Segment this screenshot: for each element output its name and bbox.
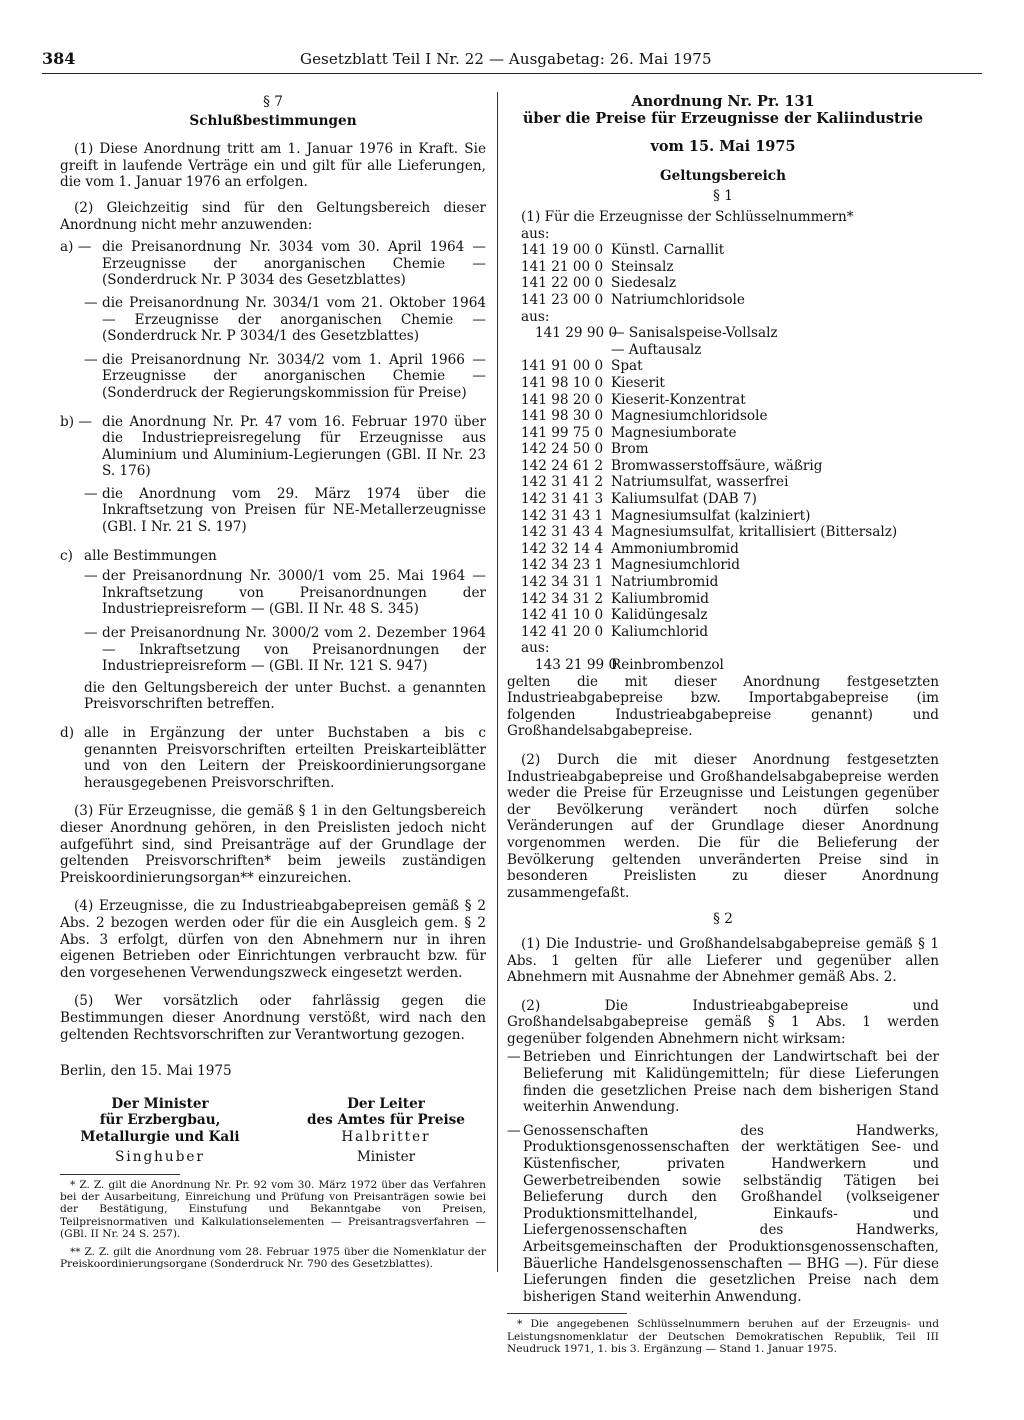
paragraph-1: (1) Diese Anordnung tritt am 1. Januar 1976 in Kraft. Sie greift in laufende Verträge ein und gilt für alle Lieferungen, die vom 1. Januar 1976 an erfolgen. [60, 141, 486, 191]
table-row [507, 408, 939, 425]
product-code: 141 91 00 0 [521, 358, 604, 375]
table-row [507, 591, 939, 608]
product-name: Magnesiumborate [611, 424, 737, 441]
table-row [507, 557, 939, 574]
product-code [507, 342, 611, 359]
signature-leiter [286, 1096, 486, 1166]
product-name: Künstl. Carnallit [611, 242, 725, 259]
list-item-d [60, 725, 486, 791]
product-group-2 [507, 325, 939, 640]
sig2-role: Minister [356, 1149, 416, 1166]
s2-item-1 [507, 1049, 939, 1115]
table-row [507, 624, 939, 641]
list-marker-c: c) [60, 547, 73, 564]
product-name: Ammoniumbromid [611, 540, 739, 557]
place-date: Berlin, den 15. Mai 1975 [60, 1063, 232, 1080]
product-name: Reinbrombenzol [611, 657, 724, 673]
list-marker-b: b) — [60, 413, 92, 430]
product-code: 142 34 31 2 [521, 590, 604, 607]
table-row [507, 574, 939, 591]
right-column [507, 94, 939, 1361]
paragraph-5: (5) Wer vorsätzlich oder fahrlässig gegen die Bestimmungen dieser Anordnung verstößt, wird nach den geltenden Rechtsvorschriften zur Verantwortung gezogen. [60, 993, 486, 1043]
sig1-name: Singhuber [115, 1149, 205, 1166]
product-name: Siedesalz [611, 275, 677, 292]
order-subtitle: über die Preise für Erzeugnisse der Kaliindustrie [522, 109, 924, 127]
list-a-item-2: — die Preisanordnung Nr. 3034/1 vom 21. Oktober 1964 — Erzeugnisse der anorganischen Chemie — (Sonderdruck Nr. P 3034/1 des Gesetzblattes) [84, 294, 486, 345]
table-row [507, 524, 939, 541]
list-c-item-1: — der Preisanordnung Nr. 3000/1 vom 25. Mai 1964 — Inkraftsetzung von Preisanordnungen der Industriepreisreform — (GBl. II Nr. 48 S. 345) [84, 568, 486, 618]
product-code: 141 99 75 0 [521, 424, 604, 441]
product-name: Natriumsulfat, wasserfrei [611, 474, 789, 491]
table-row [507, 425, 939, 442]
s1-paragraph-1: (1) Für die Erzeugnisse der Schlüsselnummern* [521, 208, 854, 225]
footnote-rule-right [507, 1313, 627, 1314]
dash-marker: — [507, 1049, 521, 1066]
s1-paragraph-2: (2) Durch die mit dieser Anordnung festgesetzten Industrieabgabepreise und Großhandelsabgabepreise werden weder die Preise für Erzeugnisse und Leistungen gegenüber der Bevölkerung verändert noch dürfen solche Veränderungen auf der Grundlage dieser Anordnung vorgenommen werden. Die für die Belieferung der Bevölkerung geltenden unveränderten Preise sind in besonderen Preislisten zu dieser Anordnung zusammengefaßt. [507, 751, 939, 901]
table-row [507, 259, 939, 276]
product-name: Magnesiumsulfat (kalziniert) [611, 507, 811, 524]
product-code: 142 32 14 4 [521, 540, 604, 557]
list-c-item-2-text: der Preisanordnung Nr. 3000/2 vom 2. Dezember 1964 — Inkraftsetzung von Preisanordnungen der Industriepreisreform — (GBl. II Nr. 121 S. 947) [102, 625, 486, 675]
signatures [60, 1096, 486, 1166]
table-row [507, 607, 939, 624]
table-row [507, 325, 939, 342]
list-item-b [60, 414, 486, 480]
table-row [507, 508, 939, 525]
table-row [507, 392, 939, 409]
list-marker-d: d) [60, 725, 75, 741]
product-name: Kaliumsulfat (DAB 7) [611, 491, 757, 508]
product-name: Natriumchloridsole [611, 291, 745, 308]
product-name: Kieserit [611, 374, 665, 391]
list-c-outro: die den Geltungsbereich der unter Buchst. a genannten Preisvorschriften betreffen. [84, 679, 486, 713]
list-marker-a: a) — [60, 239, 92, 256]
list-a-item-1: die Preisanordnung Nr. 3034 vom 30. April 1964 — Erzeugnisse der anorganischen Chemie — (Sonderdruck Nr. P 3034 des Gesetzblattes) [102, 239, 486, 289]
product-code: 141 98 30 0 [521, 408, 604, 425]
product-name: Brom [611, 441, 649, 458]
list-b-item-1: die Anordnung Nr. Pr. 47 vom 16. Februar 1970 über die Industriepreisregelung für Erzeugnisse aus Aluminium und Aluminium-Legierungen (GBl. II Nr. 23 S. 176) [102, 413, 486, 480]
product-name: — Auftausalz [611, 341, 702, 358]
product-code: 142 41 20 0 [521, 623, 604, 640]
section-2-heading: § 2 [713, 911, 733, 928]
s2-paragraph-1: (1) Die Industrie- und Großhandelsabgabepreise gemäß § 1 Abs. 1 gelten für alle Lieferer und gegenüber allen Abnehmern mit Ausnahme der Abnehmer gemäß Abs. 2. [507, 935, 939, 986]
footnote-1: * Z. Z. gilt die Anordnung Nr. Pr. 92 vom 30. März 1972 über das Verfahren bei der Ausarbeitung, Einreichung und Prüfung von Preisanträgen sowie bei der Bestätigung, Einstufung und Bekanntgabe von Preisen, Teilpreisnormativen und Kalkulationselementen — Preisantragsverfahren — (GBl. II Nr. 24 S. 257). [60, 1179, 486, 1240]
product-code: 143 21 99 0 [535, 657, 618, 673]
table-row [507, 292, 939, 309]
product-code: 141 19 00 0 [521, 242, 604, 259]
product-name: Kalidüngesalz [611, 607, 708, 624]
table-row [507, 541, 939, 558]
product-name: Natriumbromid [611, 574, 719, 591]
list-item-c [60, 548, 486, 565]
product-name: Kieserit-Konzentrat [611, 391, 746, 408]
product-name: Kaliumchlorid [611, 623, 709, 640]
list-item-a [60, 239, 486, 289]
sig2-name: Halbritter [341, 1128, 431, 1145]
product-group-1 [507, 242, 939, 308]
product-name: Magnesiumchlorid [611, 557, 740, 574]
table-row [507, 441, 939, 458]
product-name: Bromwasserstoffsäure, wäßrig [611, 457, 823, 474]
list-c-item-2: — der Preisanordnung Nr. 3000/2 vom 2. Dezember 1964 — Inkraftsetzung von Preisanordnungen der Industriepreisreform — (GBl. II Nr. 121 S. 947) [84, 625, 486, 675]
product-group-3 [507, 657, 939, 674]
footnote-2: ** Z. Z. gilt die Anordnung vom 28. Februar 1975 über die Nomenklatur der Preiskoordinierungsorgane (Sonderdruck Nr. 790 des Gesetzblattes). [60, 1246, 486, 1271]
product-code: 142 31 43 1 [521, 507, 604, 524]
section-7-title: Schlußbestimmungen [189, 112, 357, 129]
sig1-line3: Metallurgie und Kali [80, 1128, 240, 1145]
product-name: Spat [611, 358, 643, 375]
product-code: 142 34 31 1 [521, 574, 604, 591]
product-code: 142 31 43 4 [521, 524, 604, 541]
sig2-line1: Der Leiter [347, 1095, 425, 1112]
list-c-intro: alle Bestimmungen [84, 547, 217, 564]
table-row [507, 242, 939, 259]
list-d-text: alle in Ergänzung der unter Buchstaben a bis c genannten Preisvorschriften erteilten Preiskarteiblätter und von den Leitern der Preiskoordinierungsorgane herausgegebenen Preisvorschriften. [84, 725, 486, 791]
scope-heading: Geltungsbereich [660, 167, 786, 184]
table-row [507, 657, 939, 674]
product-code: 142 31 41 2 [521, 474, 604, 491]
product-name: — Sanisalspeise-Vollsalz [611, 325, 778, 342]
sig1-line2: für Erzbergbau, [99, 1112, 221, 1129]
product-code: 141 21 00 0 [521, 258, 604, 275]
s2-item-1-text: Betrieben und Einrichtungen der Landwirtschaft bei der Belieferung mit Kalidüngemitteln; für diese Lieferungen finden die gesetzlichen Preise nach dem bisherigen Stand weiterhin Anwendung. [523, 1049, 939, 1116]
product-code: 141 98 20 0 [521, 391, 604, 408]
product-code: 141 29 90 0 [535, 325, 618, 342]
aus-label-2: aus: [521, 308, 550, 325]
column-divider [497, 92, 498, 1272]
s2-paragraph-2: (2) Die Industrieabgabepreise und Großhandelsabgabepreise gemäß § 1 Abs. 1 werden gegenüber folgenden Abnehmern nicht wirksam: [507, 997, 939, 1047]
list-c-item-1-text: der Preisanordnung Nr. 3000/1 vom 25. Mai 1964 — Inkraftsetzung von Preisanordnungen der Industriepreisreform — (GBl. II Nr. 48 S. 345) [102, 568, 486, 618]
product-code: 142 41 10 0 [521, 607, 604, 624]
table-row [507, 474, 939, 491]
s2-item-2 [507, 1123, 939, 1306]
order-title: Anordnung Nr. Pr. 131 [631, 93, 815, 110]
footnote-right: * Die angegebenen Schlüsselnummern beruhen auf der Erzeugnis- und Leistungsnomenklatur der Deutschen Demokratischen Republik, Teil III Neudruck 1971, 1. bis 3. Ergänzung — Stand 1. Januar 1975. [507, 1318, 939, 1355]
table-row [507, 458, 939, 475]
aus-label-1: aus: [521, 225, 550, 242]
s2-item-2-text: Genossenschaften des Handwerks, Produktionsgenossenschaften der werktätigen See- und Küstenfischer, privaten Handwerkern und Gewerbetreibenden sowie selbständig Tätigen bei Belieferung durch den Großhandel (volkseigener Produktionsmittelhandel, Einkaufs- und Liefergenossenschaften des Handwerks, Arbeitsgemeinschaften der Produktionsgenossenschaften, Bäuerliche Handelsgenossenschaften — BHG —). Für diese Lieferungen finden die gesetzlichen Preise nach dem bisherigen Stand weiterhin Anwendung. [523, 1122, 939, 1305]
table-row [507, 358, 939, 375]
product-code: 141 23 00 0 [521, 291, 604, 308]
dash-marker: — [507, 1122, 521, 1139]
product-code: 141 22 00 0 [521, 275, 604, 292]
section-7-heading: § 7 [263, 94, 283, 110]
sig2-line2: des Amtes für Preise [307, 1112, 465, 1129]
aus-label-3: aus: [521, 640, 550, 657]
table-row [507, 491, 939, 508]
product-name: Kaliumbromid [611, 590, 709, 607]
page-number: 384 [42, 49, 76, 68]
table-row [507, 375, 939, 392]
paragraph-2: (2) Gleichzeitig sind für den Geltungsbereich dieser Anordnung nicht mehr anzuwenden: [60, 199, 486, 233]
table-row [507, 275, 939, 292]
signature-minister [60, 1096, 260, 1166]
section-1-heading: § 1 [713, 188, 733, 205]
list-a-item-2-text: die Preisanordnung Nr. 3034/1 vom 21. Oktober 1964 — Erzeugnisse der anorganischen Chemie — (Sonderdruck Nr. P 3034/1 des Gesetzblattes) [102, 294, 486, 345]
left-column [60, 94, 486, 1276]
paragraph-4: (4) Erzeugnisse, die zu Industrieabgabepreisen gemäß § 2 Abs. 2 bezogen werden oder für die ein Ausgleich gem. § 2 Abs. 3 erfolgt, dürfen von den Abnehmern nur in ihren eigenen Betrieben oder Einrichtungen verbraucht bzw. für den vorgesehenen Verwendungszweck eingesetzt werden. [60, 898, 486, 981]
footnote-rule-left [60, 1174, 180, 1175]
table-row [507, 342, 939, 359]
sig1-line1: Der Minister [111, 1095, 209, 1112]
list-b-item-2-text: die Anordnung vom 29. März 1974 über die Inkraftsetzung von Preisen für NE-Metallerzeugnisse (GBl. I Nr. 21 S. 197) [102, 485, 486, 536]
order-date: vom 15. Mai 1975 [650, 138, 796, 156]
list-b-item-2: — die Anordnung vom 29. März 1974 über die Inkraftsetzung von Preisen für NE-Metallerzeugnisse (GBl. I Nr. 21 S. 197) [84, 485, 486, 536]
product-name: Magnesiumchloridsole [611, 408, 768, 425]
product-code: 142 34 23 1 [521, 557, 604, 574]
product-code: 141 98 10 0 [521, 374, 604, 391]
product-code: 142 24 50 0 [521, 441, 604, 458]
header-rule [42, 73, 982, 74]
list-a-item-3: — die Preisanordnung Nr. 3034/2 vom 1. April 1966 — Erzeugnisse der anorganischen Chemie — (Sonderdruck der Regierungskommission für Preise) [84, 351, 486, 401]
list-a-item-3-text: die Preisanordnung Nr. 3034/2 vom 1. April 1966 — Erzeugnisse der anorganischen Chemie — (Sonderdruck der Regierungskommission für Preise) [102, 351, 486, 401]
product-name: Magnesiumsulfat, kritallisiert (Bittersalz) [611, 524, 898, 541]
product-code: 142 24 61 2 [521, 457, 604, 474]
product-name: Steinsalz [611, 258, 674, 275]
paragraph-3: (3) Für Erzeugnisse, die gemäß § 1 in den Geltungsbereich dieser Anordnung gehören, in den Preislisten jedoch nicht aufgeführt sind, sind Preisanträge auf der Grundlage der geltenden Preisvorschriften* beim jeweils zuständigen Preiskoordinierungsorgan** einzureichen. [60, 803, 486, 886]
s1-paragraph-1-tail: gelten die mit dieser Anordnung festgesetzten Industrieabgabepreise bzw. Importabgabepreise (im folgenden Industrieabgabepreise genannt) und Großhandelsabgabepreise. [507, 673, 939, 740]
running-header: Gesetzblatt Teil I Nr. 22 — Ausgabetag: 26. Mai 1975 [300, 50, 712, 68]
product-code: 142 31 41 3 [521, 491, 604, 508]
